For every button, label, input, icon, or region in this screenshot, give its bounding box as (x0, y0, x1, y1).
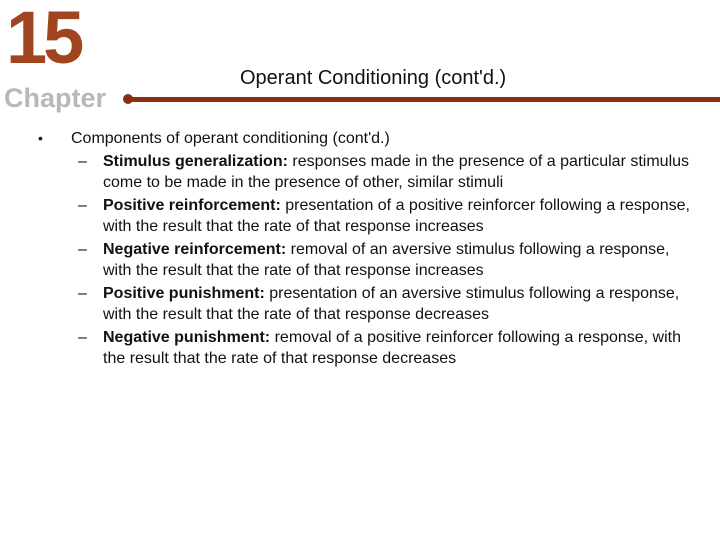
list-item (72, 283, 694, 326)
bullet-marker: • (38, 130, 43, 146)
list-item (72, 239, 694, 282)
sub-bullet-list (72, 151, 694, 370)
dash-marker: – (78, 152, 87, 170)
chapter-number: 15 (6, 0, 81, 79)
dash-marker: – (78, 240, 87, 258)
definition: responses made in the presence of a particular stimulus come to be made in the presence of other, similar stimuli (103, 152, 690, 191)
list-item (72, 195, 694, 238)
title-divider-bar (132, 97, 720, 102)
dash-marker: – (78, 196, 87, 214)
definition: presentation of a positive reinforcer following a response, with the result that the rate of that response increases (103, 196, 690, 235)
main-bullet-text: Components of operant conditioning (cont'd.) (71, 130, 390, 147)
slide-content (34, 128, 694, 370)
dash-marker: – (78, 284, 87, 302)
term: Negative reinforcement: (103, 240, 287, 258)
term: Positive reinforcement: (103, 196, 281, 214)
term: Stimulus generalization: (103, 152, 288, 170)
list-item (72, 151, 694, 194)
term: Positive punishment: (103, 284, 265, 302)
dash-marker: – (78, 328, 87, 346)
list-item (72, 327, 694, 370)
chapter-label: Chapter (4, 83, 107, 113)
main-bullet (34, 128, 694, 150)
term: Negative punishment: (103, 328, 271, 346)
chapter-badge (0, 0, 130, 120)
slide-title: Operant Conditioning (cont'd.) (240, 67, 507, 89)
definition: removal of an aversive stimulus following a response, with the result that the rate of that response increases (103, 240, 670, 279)
definition: removal of a positive reinforcer following a response, with the result that the rate of that response decreases (103, 328, 681, 367)
definition: presentation of an aversive stimulus following a response, with the result that the rate of that response decreases (103, 284, 680, 323)
